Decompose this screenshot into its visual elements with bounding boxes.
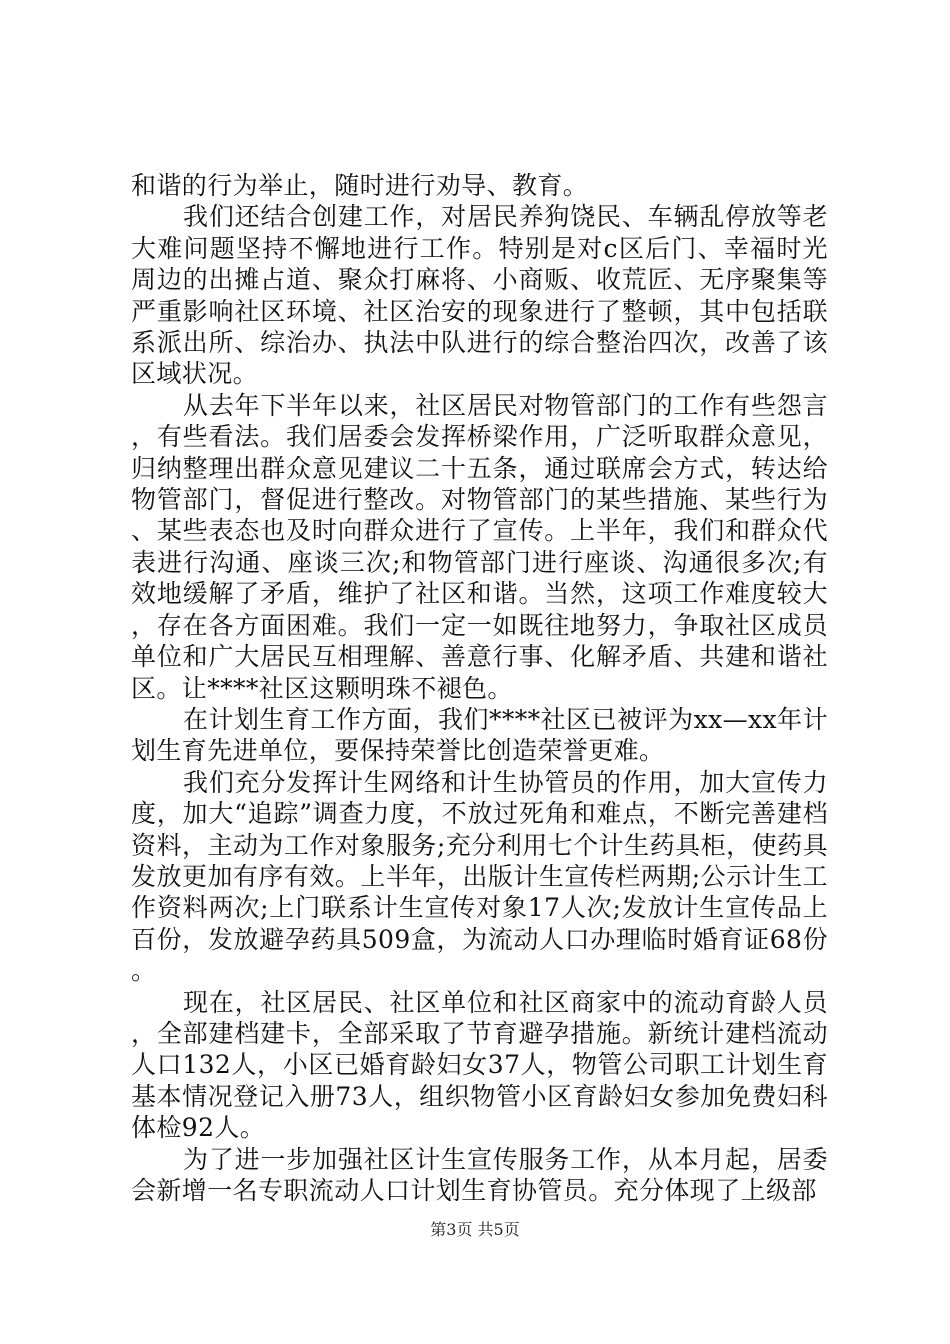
document-body (131, 170, 828, 1206)
paragraph-2: 我们还结合创建工作，对居民养狗饶民、车辆乱停放等老大难问题坚持不懈地进行工作。特别是对c区后门、幸福时光周边的出摊占道、聚众打麻将、小商贩、收荒匠、无序聚集等严重影响社区环境、社区治安的现象进行了整顿，其中包括联系派出所、综治办、执法中队进行的综合整治四次，改善了该区域状况。 (131, 202, 828, 389)
paragraph-7: 为了进一步加强社区计生宣传服务工作，从本月起，居委会新增一名专职流动人口计划生育协管员。充分体现了上级部 (131, 1144, 828, 1205)
page-number-label: 第3页 共5页 (430, 1220, 520, 1239)
page-footer (0, 1219, 950, 1241)
paragraph-3: 从去年下半年以来，社区居民对物管部门的工作有些怨言，有些看法。我们居委会发挥桥梁作用，广泛听取群众意见，归纳整理出群众意见建议二十五条，通过联席会方式，转达给物管部门，督促进行整改。对物管部门的某些措施、某些行为、某些表态也及时向群众进行了宣传。上半年，我们和群众代表进行沟通、座谈三次;和物管部门进行座谈、沟通很多次;有效地缓解了矛盾，维护了社区和谐。当然，这项工作难度较大，存在各方面困难。我们一定一如既往地努力，争取社区成员单位和广大居民互相理解、善意行事、化解矛盾、共建和谐社区。让****社区这颗明珠不褪色。 (131, 390, 828, 703)
paragraph-4: 在计划生育工作方面，我们****社区已被评为xx—xx年计划生育先进单位，要保持荣誉比创造荣誉更难。 (131, 704, 828, 766)
paragraph-5: 我们充分发挥计生网络和计生协管员的作用，加大宣传力度，加大“追踪”调查力度，不放过死角和难点，不断完善建档资料，主动为工作对象服务;充分利用七个计生药具柜，使药具发放更加有序有效。上半年，出版计生宣传栏两期;公示计生工作资料两次;上门联系计生宣传对象17人次;发放计生宣传品上百份，发放避孕药具509盒，为流动人口办理临时婚育证68份。 (131, 767, 828, 986)
paragraph-1: 和谐的行为举止，随时进行劝导、教育。 (131, 171, 589, 200)
paragraph-6: 现在，社区居民、社区单位和社区商家中的流动育龄人员，全部建档建卡，全部采取了节育避孕措施。新统计建档流动人口132人，小区已婚育龄妇女37人，物管公司职工计划生育基本情况登记入册73人，组织物管小区育龄妇女参加免费妇科体检92人。 (131, 987, 828, 1143)
